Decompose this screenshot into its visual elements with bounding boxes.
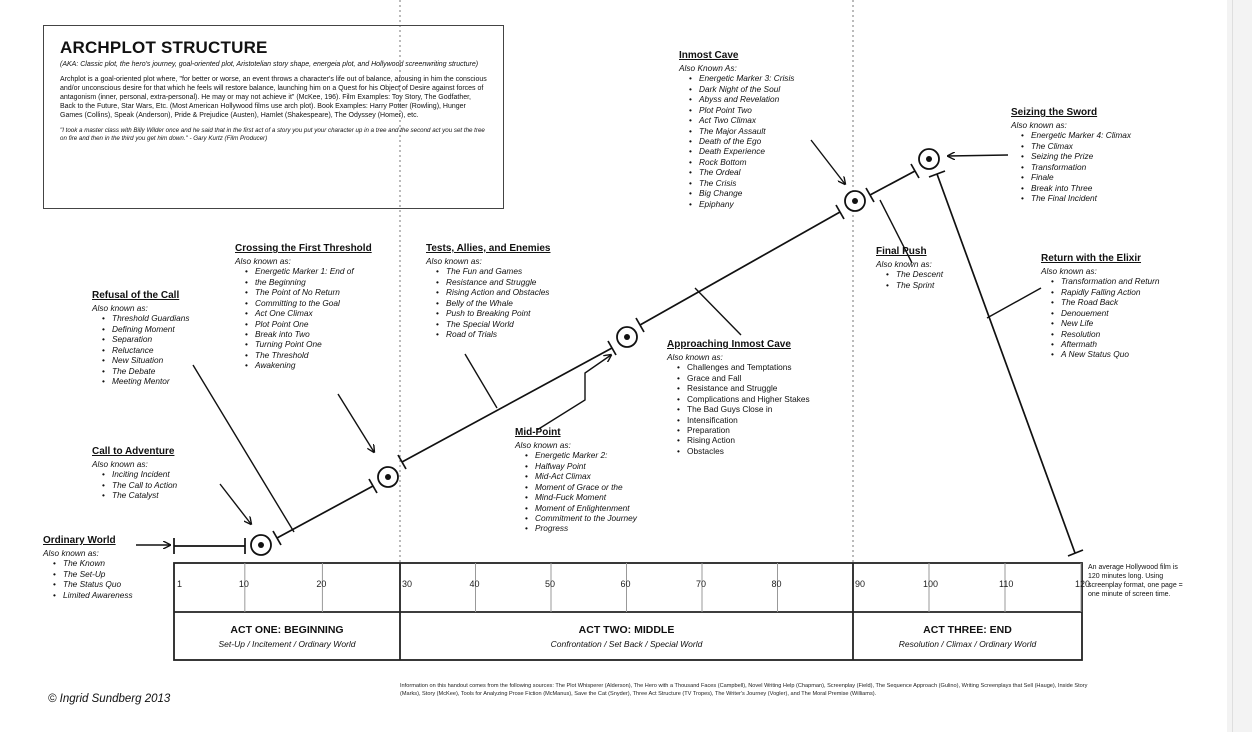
stage-item: • New Situation (112, 355, 189, 365)
stage-final-push (876, 246, 943, 290)
act-two (401, 614, 852, 659)
stage-item: • The Bad Guys Close in (687, 404, 810, 414)
stage-item: • Resistance and Struggle (687, 383, 810, 393)
stage-item: • Rapidly Falling Action (1061, 287, 1160, 297)
stage-item: • Seizing the Prize (1031, 151, 1131, 161)
stage-item: • The Special World (446, 319, 551, 329)
stage-item: • Challenges and Temptations (687, 362, 810, 372)
stage-item: • Dark Night of the Soul (699, 84, 794, 94)
stage-item: • Transformation and Return (1061, 276, 1160, 286)
stage-item: • New Life (1061, 318, 1160, 328)
stage-item: • Energetic Marker 4: Climax (1031, 130, 1131, 140)
copyright: © Ingrid Sundberg 2013 (48, 693, 171, 705)
stage-item: • Moment of Enlightenment (535, 503, 637, 513)
stage-item: • Act One Climax (255, 308, 372, 318)
stage-item: • Limited Awareness (63, 590, 133, 600)
stage-item: • Plot Point Two (699, 105, 794, 115)
stage-aka: Also known as: (1011, 120, 1067, 131)
stage-title: Crossing the First Threshold (235, 243, 372, 254)
tick-label: 1 (177, 579, 183, 589)
stage-item: • The Set-Up (63, 569, 133, 579)
stage-item: • Mind-Fuck Moment (535, 492, 637, 502)
tick-label: 100 (923, 579, 939, 589)
stage-items (426, 266, 551, 339)
stage-item: • The Debate (112, 366, 189, 376)
stage-item: • The Crisis (699, 178, 794, 188)
runtime-note: An average Hollywood film is 120 minutes long. Using screenplay format, one page = one minute of screen time. (1088, 564, 1183, 599)
stage-item: • Rock Bottom (699, 157, 794, 167)
tick-label: 10 (238, 579, 249, 589)
stage-item: • The Descent (896, 269, 943, 279)
stage-item: • Meeting Mentor (112, 376, 189, 386)
stage-item: • Moment of Grace or the (535, 482, 637, 492)
stage-item: • Awakening (255, 360, 372, 370)
stage-item: • Commitment to the Journey (535, 513, 637, 523)
stage-items (92, 469, 177, 500)
stage-item: • The Fun and Games (446, 266, 551, 276)
stage-item: • The Catalyst (112, 490, 177, 500)
stage-item: • Road of Trials (446, 329, 551, 339)
stage-aka: Also known as: (92, 303, 148, 314)
act-one (175, 614, 399, 659)
archplot-title-box (43, 25, 504, 209)
stage-item: • Defining Moment (112, 324, 189, 334)
stage-item: • Inciting Incident (112, 469, 177, 479)
stage-title: Refusal of the Call (92, 290, 180, 301)
stage-item: • The Known (63, 558, 133, 568)
stage-item: • Turning Point One (255, 339, 372, 349)
act-subtitle: Resolution / Climax / Ordinary World (898, 639, 1037, 649)
stage-item: • Rising Action and Obstacles (446, 287, 551, 297)
archplot-description: Archplot is a goal-oriented plot where, "for better or worse, an event throws a character's life out of balance, arousing in him the conscious and/or unconscious desire for that which he feels will restore balance, launching him on a Quest for his Object of Desire against forces of antagonism (inner, personal, extra-personal). He may or may not achieve it" (McKee, 196). Film Examples: Toy Story, The Godfather, Back to the Future, Star Wars, Etc. (Most American Hollywood films use arch plot). Book Examples: Harry Potter (Rowling), Hunger Games (Collins), Speak (Anderson), Pride & Prejudice (Austen), Hamlet (Shakespeare), The Odyssey (Homer), etc. (60, 75, 487, 119)
stage-item: • Belly of the Whale (446, 298, 551, 308)
act-name: ACT ONE: BEGINNING (230, 624, 344, 636)
stage-aka: Also known as: (876, 259, 932, 270)
stage-item: • Rising Action (687, 435, 810, 445)
stage-items (1011, 130, 1131, 203)
act-subtitle: Confrontation / Set Back / Special World (550, 639, 703, 649)
stage-item: • Transformation (1031, 162, 1131, 172)
stage-ordinary-world (43, 535, 133, 600)
tick-label: 80 (771, 579, 782, 589)
stage-item: • The Sprint (896, 280, 943, 290)
stage-aka: Also known as: (1041, 266, 1097, 277)
stage-approaching-inmost-cave (667, 339, 810, 456)
stage-item: • Aftermath (1061, 339, 1160, 349)
stage-item: • Energetic Marker 1: End of (255, 266, 372, 276)
sources-note: Information on this handout comes from the following sources: The Plot Whisperer (Alderson), The Hero with a Thousand Faces (Campbell), Novel Writing Help (Chapman), Screenplay (Field), The Sequence Approach (Gulino), Writing Screenplays that Sell (Hauge), Inside Story (Marks), Story (McKee), Tools for Analyzing Prose Fiction (McManus), Save the Cat (Snyder), Three Act Structure (TV Tropes), The Writer's Journey (Vogler), and The Moral Premise (Williams). (400, 683, 1088, 697)
tick-label: 20 (316, 579, 327, 589)
stage-item: • The Final Incident (1031, 193, 1131, 203)
stage-item: • Threshold Guardians (112, 313, 189, 323)
stage-aka: Also known as: (43, 548, 99, 559)
stage-items (92, 313, 189, 386)
tick-label: 30 (402, 579, 413, 589)
stage-item: • Abyss and Revelation (699, 94, 794, 104)
tick-label: 90 (855, 579, 866, 589)
stage-items (679, 73, 794, 209)
stage-title: Ordinary World (43, 535, 116, 546)
stage-item: • The Threshold (255, 350, 372, 360)
stage-title: Call to Adventure (92, 446, 175, 457)
stage-title: Final Push (876, 246, 927, 257)
stage-item: • Push to Breaking Point (446, 308, 551, 318)
stage-item: • The Point of No Return (255, 287, 372, 297)
stage-item: • Reluctance (112, 345, 189, 355)
stage-item: • The Climax (1031, 141, 1131, 151)
page-title: ARCHPLOT STRUCTURE (60, 38, 268, 57)
act-name: ACT THREE: END (923, 624, 1012, 636)
stage-crossing-first-threshold (235, 243, 372, 371)
stage-item: • The Road Back (1061, 297, 1160, 307)
stage-item: • Mid-Act Climax (535, 471, 637, 481)
stage-item: • Halfway Point (535, 461, 637, 471)
stage-item: • The Status Quo (63, 579, 133, 589)
stage-item: • the Beginning (255, 277, 372, 287)
stage-aka: Also known as: (426, 256, 482, 267)
stage-item: • Intensification (687, 415, 810, 425)
title-aka: (AKA: Classic plot, the hero's journey, goal-oriented plot, Aristotelian story shape, energeia plot, and Hollywood screenwriting structure) (60, 61, 479, 68)
stage-item: • Complications and Higher Stakes (687, 394, 810, 404)
stage-item: • Plot Point One (255, 319, 372, 329)
stage-item: • Death of the Ego (699, 136, 794, 146)
kurtz-quote: "I took a master class with Billy Wilder once and he said that in the first act of a story you put your character up in a tree and the second act you set the tree on fire and then in the third you get him down." - Gary Kurtz (Film Producer) (60, 126, 485, 142)
stage-tests-allies-enemies (426, 243, 551, 339)
stage-refusal-of-the-call (92, 290, 189, 386)
stage-aka: Also known as: (515, 440, 571, 451)
tick-label: 110 (999, 579, 1014, 589)
stage-aka: Also known as: (667, 352, 723, 363)
stage-return-with-elixir (1041, 253, 1160, 360)
stage-item: • Obstacles (687, 446, 810, 456)
stage-item: • Grace and Fall (687, 373, 810, 383)
stage-item: • Denouement (1061, 308, 1160, 318)
stage-title: Tests, Allies, and Enemies (426, 243, 551, 254)
tick-label: 40 (469, 579, 480, 589)
stage-item: • Preparation (687, 425, 810, 435)
stage-item: • Committing to the Goal (255, 298, 372, 308)
stage-item: • Energetic Marker 2: (535, 450, 637, 460)
stage-item: • Epiphany (699, 199, 794, 209)
stage-items (1041, 276, 1160, 360)
stage-item: • Break into Three (1031, 183, 1131, 193)
stage-aka: Also Known As: (679, 63, 737, 74)
stage-item: • Separation (112, 334, 189, 344)
stage-title: Seizing the Sword (1011, 107, 1098, 118)
stage-item: • A New Status Quo (1061, 349, 1160, 359)
tick-label: 70 (696, 579, 707, 589)
stage-aka: Also known as: (235, 256, 291, 267)
stage-call-to-adventure (92, 446, 177, 501)
stage-items (235, 266, 372, 371)
stage-item: • Resistance and Struggle (446, 277, 551, 287)
tick-label: 60 (620, 579, 631, 589)
stage-item: • Progress (535, 523, 637, 533)
stage-inmost-cave (679, 50, 794, 209)
stage-item: • Act Two Climax (699, 115, 794, 125)
stage-item: • Death Experience (699, 146, 794, 156)
stage-title: Return with the Elixir (1041, 253, 1142, 264)
stage-item: • The Call to Action (112, 480, 177, 490)
stage-items (667, 362, 810, 456)
act-three (854, 614, 1081, 659)
timeline-ticks (245, 563, 1081, 612)
stage-items (43, 558, 133, 600)
act-name: ACT TWO: MIDDLE (578, 624, 675, 636)
tick-label: 50 (545, 579, 556, 589)
tick-label: 120 (1075, 579, 1091, 589)
stage-item: • Energetic Marker 3: Crisis (699, 73, 794, 83)
stage-item: • Resolution (1061, 329, 1160, 339)
stage-item: • Break into Two (255, 329, 372, 339)
stage-midpoint (515, 427, 637, 534)
stage-items (515, 450, 637, 534)
stage-item: • The Ordeal (699, 167, 794, 177)
stage-item: • The Major Assault (699, 126, 794, 136)
stage-items (876, 269, 943, 290)
stage-title: Approaching Inmost Cave (667, 339, 791, 350)
stage-seizing-the-sword (1011, 107, 1131, 203)
stage-title: Mid-Point (515, 427, 561, 438)
stage-item: • Finale (1031, 172, 1131, 182)
stage-aka: Also known as: (92, 459, 148, 470)
stage-item: • Big Change (699, 188, 794, 198)
stage-title: Inmost Cave (679, 50, 739, 61)
act-subtitle: Set-Up / Incitement / Ordinary World (218, 639, 356, 649)
